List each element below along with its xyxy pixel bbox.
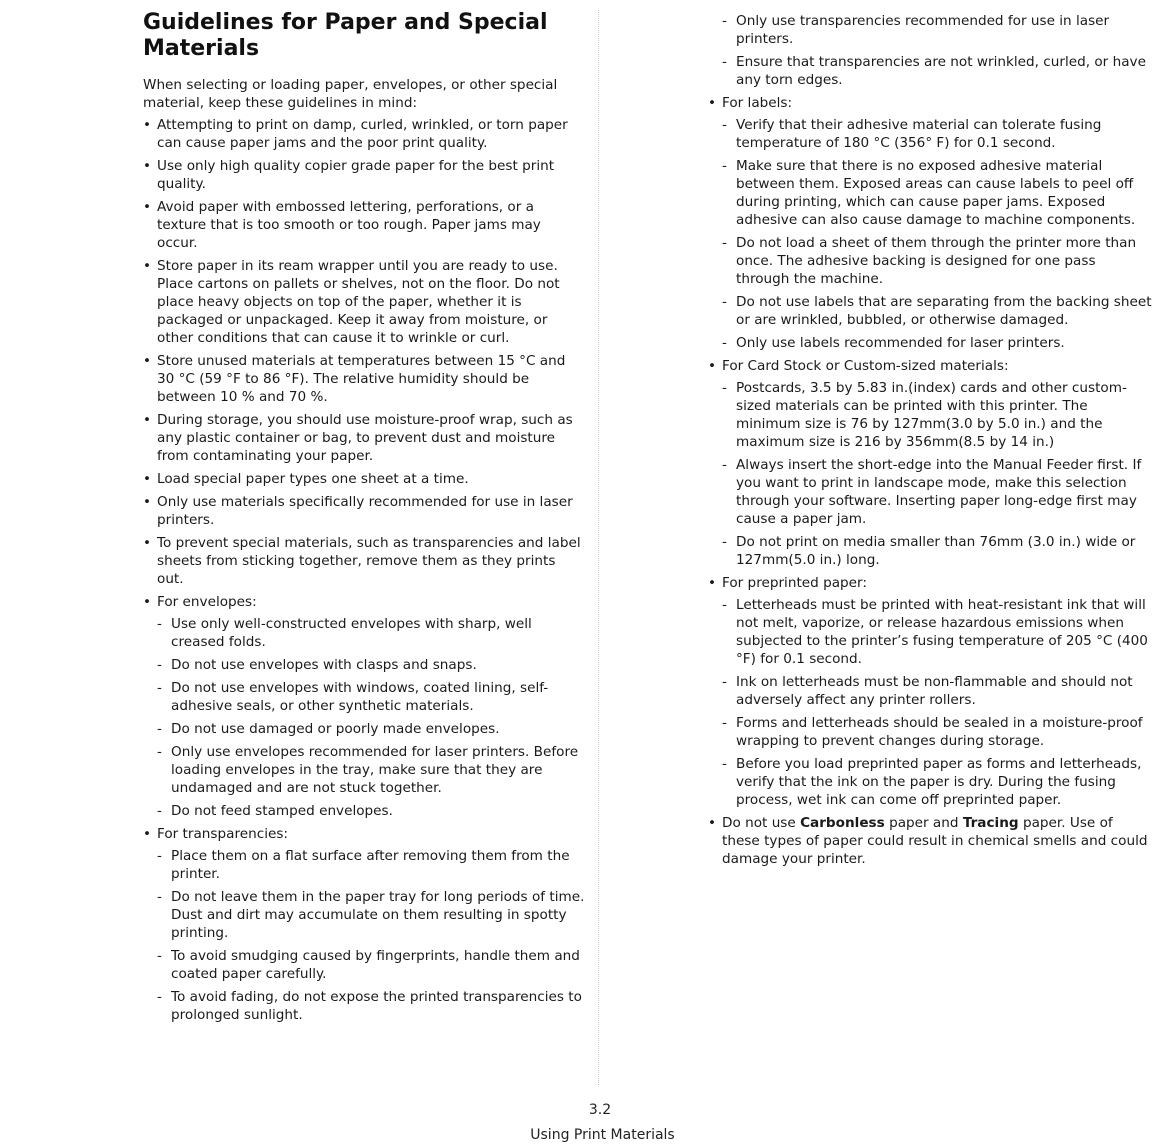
right-guideline-list xyxy=(708,94,1153,809)
sub-list-item: - Do not use envelopes with windows, coated lining, self-adhesive seals, or other synthetic materials. xyxy=(157,679,585,715)
right-column xyxy=(708,12,1153,873)
list-item xyxy=(708,814,1153,868)
bullet-text: • Store unused materials at temperatures between 15 °C and 30 °C (59 °F to 86 °F). The relative humidity should be between 10 % and 70 %. xyxy=(157,353,566,405)
sub-list-item: - Do not leave them in the paper tray for long periods of time. Dust and dirt may accumulate on them resulting in spotty printing. xyxy=(157,888,585,942)
sub-list-item: - Do not use labels that are separating from the backing sheet or are wrinkled, bubbled, or otherwise damaged. xyxy=(722,293,1153,329)
list-item xyxy=(143,257,585,347)
note-text-pre: Do not use xyxy=(722,815,801,831)
bullet-text: • For labels: xyxy=(722,95,793,111)
sub-list xyxy=(722,596,1153,809)
sub-list-item: - Do not load a sheet of them through the printer more than once. The adhesive backing is designed for one pass through the machine. xyxy=(722,234,1153,288)
list-item xyxy=(143,825,585,1024)
bullet-text: • Avoid paper with embossed lettering, perforations, or a texture that is too smooth or too rough. Paper jams may occur. xyxy=(157,199,541,251)
list-item xyxy=(143,411,585,465)
list-item xyxy=(708,357,1153,569)
sub-list-item: - Before you load preprinted paper as forms and letterheads, verify that the ink on the paper is dry. During the fusing process, wet ink can come off preprinted paper. xyxy=(722,755,1153,809)
sub-list-item: - Make sure that there is no exposed adhesive material between them. Exposed areas can cause labels to peel off during printing, which can cause paper jams. Exposed adhesive can also cause damage to machine components. xyxy=(722,157,1153,229)
sub-list-item: - Do not use envelopes with clasps and snaps. xyxy=(157,656,585,674)
sub-list-item: - Ink on letterheads must be non-flammable and should not adversely affect any printer rollers. xyxy=(722,673,1153,709)
sub-list xyxy=(157,615,585,820)
sub-list-item: - Always insert the short-edge into the Manual Feeder first. If you want to print in landscape mode, make this selection through your software. Inserting paper long-edge first may cause a paper jam. xyxy=(722,456,1153,528)
sub-list-item: - Only use transparencies recommended for use in laser printers. xyxy=(722,12,1153,48)
list-item xyxy=(708,574,1153,809)
sub-list-item: - Do not use damaged or poorly made envelopes. xyxy=(157,720,585,738)
column-divider xyxy=(598,10,599,1085)
sub-list-item: - Do not print on media smaller than 76mm (3.0 in.) wide or 127mm(5.0 in.) long. xyxy=(722,533,1153,569)
list-item xyxy=(708,94,1153,352)
sub-list-item: - Forms and letterheads should be sealed in a moisture-proof wrapping to prevent changes during storage. xyxy=(722,714,1153,750)
bullet-text: • Store paper in its ream wrapper until you are ready to use. Place cartons on pallets or shelves, not on the floor. Do not place heavy objects on top of the paper, whether it is packaged or unpackaged. Keep it away from moisture, or other conditions that can cause it to wrinkle or curl. xyxy=(157,258,560,346)
intro-paragraph: When selecting or loading paper, envelopes, or other special material, keep these guidelines in mind: xyxy=(143,77,558,111)
sub-list-item: - Ensure that transparencies are not wrinkled, curled, or have any torn edges. xyxy=(722,53,1153,89)
note-bold-tracing: Tracing xyxy=(962,815,1019,831)
bullet-text: • For transparencies: xyxy=(157,826,289,842)
bullet-text: • For preprinted paper: xyxy=(722,575,867,591)
bullet-text: • During storage, you should use moisture-proof wrap, such as any plastic container or bag, to prevent dust and moisture from contaminating your paper. xyxy=(157,412,573,464)
section-title: Using Print Materials xyxy=(530,1127,675,1143)
note-text-mid: paper and xyxy=(884,815,963,831)
sub-list-item: - Place them on a flat surface after removing them from the printer. xyxy=(157,847,585,883)
sub-list xyxy=(722,379,1153,569)
bullet-text: • Use only high quality copier grade paper for the best print quality. xyxy=(157,158,555,192)
sub-list-item: - Postcards, 3.5 by 5.83 in.(index) cards and other custom-sized materials can be printed with this printer. The minimum size is 76 by 127mm(3.0 by 5.0 in.) and the maximum size is 216 by 356mm(8.5 by 14 in.) xyxy=(722,379,1153,451)
sub-list-item: - Only use labels recommended for laser printers. xyxy=(722,334,1153,352)
transparencies-continued-list xyxy=(722,12,1153,89)
list-item xyxy=(143,116,585,152)
sub-list-item: - Only use envelopes recommended for laser printers. Before loading envelopes in the tray, make sure that they are undamaged and are not stuck together. xyxy=(157,743,585,797)
note-bold-carbonless: Carbonless xyxy=(800,815,885,831)
bullet-text: • For envelopes: xyxy=(157,594,257,610)
bullet-text: • Only use materials specifically recommended for use in laser printers. xyxy=(157,494,573,528)
page-title: Guidelines for Paper and Special Materials xyxy=(143,10,548,61)
list-item xyxy=(143,470,585,488)
list-item xyxy=(143,198,585,252)
list-item xyxy=(143,493,585,529)
sub-list-item: - Verify that their adhesive material can tolerate fusing temperature of 180 °C (356° F) for 0.1 second. xyxy=(722,116,1153,152)
left-column xyxy=(143,8,585,1029)
bullet-text: • To prevent special materials, such as transparencies and label sheets from sticking together, remove them as they prints out. xyxy=(157,535,581,587)
page-number: 3.2 xyxy=(588,1102,612,1118)
sub-list-item: - To avoid fading, do not expose the printed transparencies to prolonged sunlight. xyxy=(157,988,585,1024)
sub-list xyxy=(157,847,585,1024)
sub-list xyxy=(722,116,1153,352)
bullet-text: • Attempting to print on damp, curled, wrinkled, or torn paper can cause paper jams and the poor print quality. xyxy=(157,117,568,151)
sub-list-item: - Use only well-constructed envelopes with sharp, well creased folds. xyxy=(157,615,585,651)
list-item xyxy=(143,352,585,406)
bullet-text: • For Card Stock or Custom-sized materials: xyxy=(722,358,1009,374)
sub-list-item: - Letterheads must be printed with heat-resistant ink that will not melt, vaporize, or release hazardous emissions when subjected to the printer’s fusing temperature of 205 °C (400 °F) for 0.1 second. xyxy=(722,596,1153,668)
list-item xyxy=(143,534,585,588)
bullet-text: • Load special paper types one sheet at a time. xyxy=(157,471,469,487)
last-guideline-list xyxy=(708,814,1153,868)
sub-list-item: - Do not feed stamped envelopes. xyxy=(157,802,585,820)
sub-list-item: - To avoid smudging caused by fingerprints, handle them and coated paper carefully. xyxy=(157,947,585,983)
list-item xyxy=(143,157,585,193)
list-item xyxy=(143,593,585,820)
carbonless-tracing-note xyxy=(722,814,1153,868)
left-guideline-list xyxy=(143,116,585,1024)
note-text-post: paper. Use of these types of paper could result in chemical smells and could damage your printer. xyxy=(722,815,1148,867)
